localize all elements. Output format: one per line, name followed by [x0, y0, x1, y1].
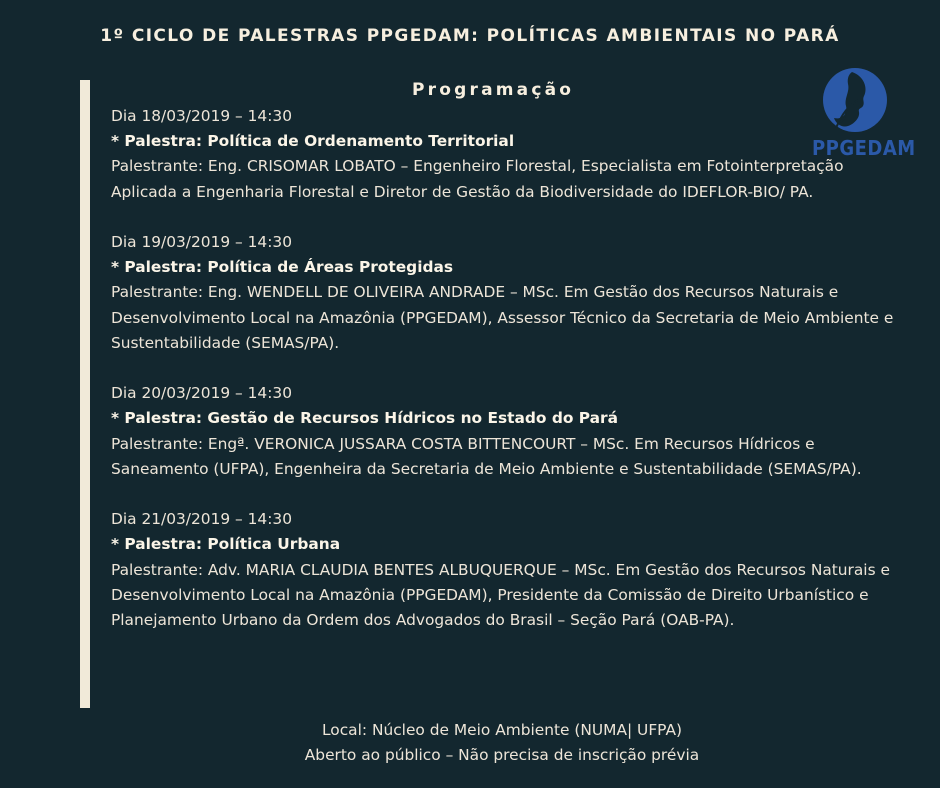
session-title: * Palestra: Política Urbana: [111, 535, 341, 554]
session-title: * Palestra: Política de Áreas Protegidas: [111, 258, 454, 277]
session-date: Dia 18/03/2019 – 14:30: [111, 107, 292, 125]
decorative-side-bar: [80, 80, 90, 708]
session-speaker: Palestrante: Eng. WENDELL DE OLIVEIRA ANDRADE – MSc. Em Gestão dos Recursos Naturais e Desenvolvimento Local na Amazônia (PPGEDAM), Assessor Técnico da Secretaria de Meio Ambiente e Sustentabilidade (SEMAS/PA).: [111, 283, 894, 352]
session-date: Dia 20/03/2019 – 14:30: [111, 384, 292, 403]
session-speaker: Palestrante: Eng. CRISOMAR LOBATO – Engenheiro Florestal, Especialista em Fotointerpretação Aplicada a Engenharia Florestal e Diretor de Gestão da Biodiversidade do IDEFLOR-BIO/ PA.: [111, 157, 844, 201]
logo-text: PPGEDAM: [812, 136, 916, 160]
session-title: * Palestra: Gestão de Recursos Hídricos no Estado do Pará: [111, 409, 618, 428]
session-item: [111, 381, 901, 482]
session-speaker: Palestrante: Engª. VERONICA JUSSARA COSTA BITTENCOURT – MSc. Em Recursos Hídricos e Saneamento (UFPA), Engenheira da Secretaria de Meio Ambiente e Sustentabilidade (SEMAS/PA).: [111, 434, 862, 478]
session-title: * Palestra: Política de Ordenamento Territorial: [111, 132, 515, 151]
session-item: [111, 104, 916, 205]
footer: [0, 718, 940, 768]
footer-location: Local: Núcleo de Meio Ambiente (NUMA| UFPA): [321, 721, 682, 739]
program-list: [111, 104, 916, 658]
page-title: 1º CICLO DE PALESTRAS PPGEDAM: POLÍTICAS AMBIENTAIS NO PARÁ: [100, 26, 840, 46]
session-speaker: Palestrante: Adv. MARIA CLAUDIA BENTES ALBUQUERQUE – MSc. Em Gestão dos Recursos Naturais e Desenvolvimento Local na Amazônia (PPGEDAM), Presidente da Comissão de Direito Urbanístico e Planejamento Urbano da Ordem dos Advogados do Brasil – Seção Pará (OAB-PA).: [111, 560, 890, 630]
session-item: [111, 507, 901, 633]
footer-note: Aberto ao público – Não precisa de inscrição prévia: [304, 746, 700, 764]
session-date: Dia 19/03/2019 – 14:30: [111, 233, 292, 251]
session-date: Dia 21/03/2019 – 14:30: [111, 510, 292, 529]
section-title: Programação: [412, 80, 575, 100]
session-item: [111, 230, 901, 356]
